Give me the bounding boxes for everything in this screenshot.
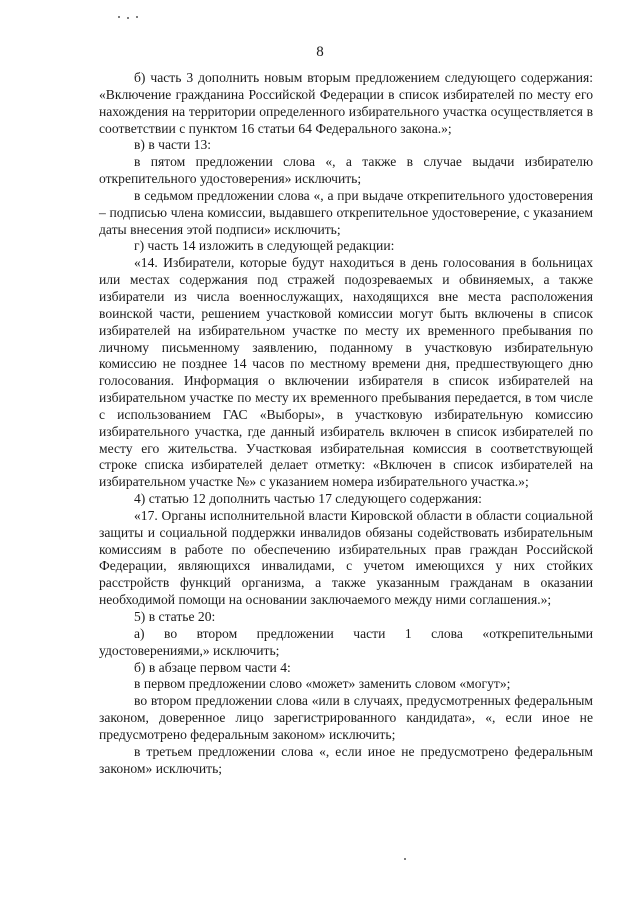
document-body (99, 70, 593, 777)
scan-speck (136, 16, 138, 18)
paragraph: а) во втором предложении части 1 слова «открепительными удостоверениями,» исключить; (99, 625, 593, 658)
paragraph: б) часть 3 дополнить новым вторым предложением следующего содержания: «Включение гражданина Российской Федерации в список избирателей по месту его нахождения на территории определенного избирательного участка осуществляется в соответствии с пунктом 16 статьи 64 Федерального закона.»; (99, 70, 593, 136)
paragraph: 4) статью 12 дополнить частью 17 следующего содержания: (134, 491, 482, 507)
paragraph: во втором предложении слова «или в случаях, предусмотренных федеральным законом, доверенное лицо зарегистрированного кандидата», «, если иное не предусмотрено федеральным законом» исключить; (99, 693, 593, 742)
page-number: 8 (316, 44, 324, 60)
paragraph: в пятом предложении слова «, а также в случае выдачи избирателю открепительного удостоверения» исключить; (99, 154, 593, 187)
paragraph: «14. Избиратели, которые будут находиться в день голосования в больницах или местах содержания под стражей подозреваемых и обвиняемых, а также избиратели из числа военнослужащих, находящихся вне места расположения воинской части, решением участковой комиссии могут быть включены в список избирателей на избирательном участке по месту их временного пребывания по личному письменному заявлению, поданному в участковую избирательную комиссию не позднее 14 часов по местному времени дня, предшествующего дню голосования. Информация о включении избирателя в список избирателей на избирательном участке по месту их временного пребывания передается, в том числе с использованием ГАС «Выборы», в участковую избирательную комиссию избирательного участка, где данный избиратель включен в список избирателей по месту его жительства. Участковая избирательная комиссия в соответствующей строке списка избирателей делает отметку: «Включен в список избирателей на избирательном участке №» с указанием номера избирательного участка.»; (99, 255, 593, 490)
paragraph: «17. Органы исполнительной власти Кировской области в области социальной защиты и социальной поддержки инвалидов обязаны содействовать избирательным комиссиям в работе по обеспечению избирательных прав граждан Российской Федерации, являющихся инвалидами, с учетом имеющихся у них стойких расстройств функций организма, а также указанным гражданам в оказании необходимой помощи на основании заключаемого между ними соглашения.»; (99, 507, 593, 608)
scan-speck (404, 858, 406, 860)
paragraph: в) в части 13: (134, 137, 212, 153)
paragraph: в первом предложении слово «может» заменить словом «могут»; (134, 676, 511, 692)
scan-speck (127, 17, 129, 19)
paragraph: в седьмом предложении слова «, а при выдаче открепительного удостоверения – подписью члена комиссии, выдавшего открепительное удостоверение, с указанием даты внесения этой подписи» исключить; (99, 187, 593, 237)
paragraph: в третьем предложении слова «, если иное не предусмотрено федеральным законом» исключить; (99, 743, 593, 776)
paragraph: 5) в статье 20: (134, 609, 216, 624)
paragraph: г) часть 14 изложить в следующей редакции: (134, 238, 395, 254)
paragraph: б) в абзаце первом части 4: (134, 659, 291, 675)
scan-speck (118, 16, 120, 18)
